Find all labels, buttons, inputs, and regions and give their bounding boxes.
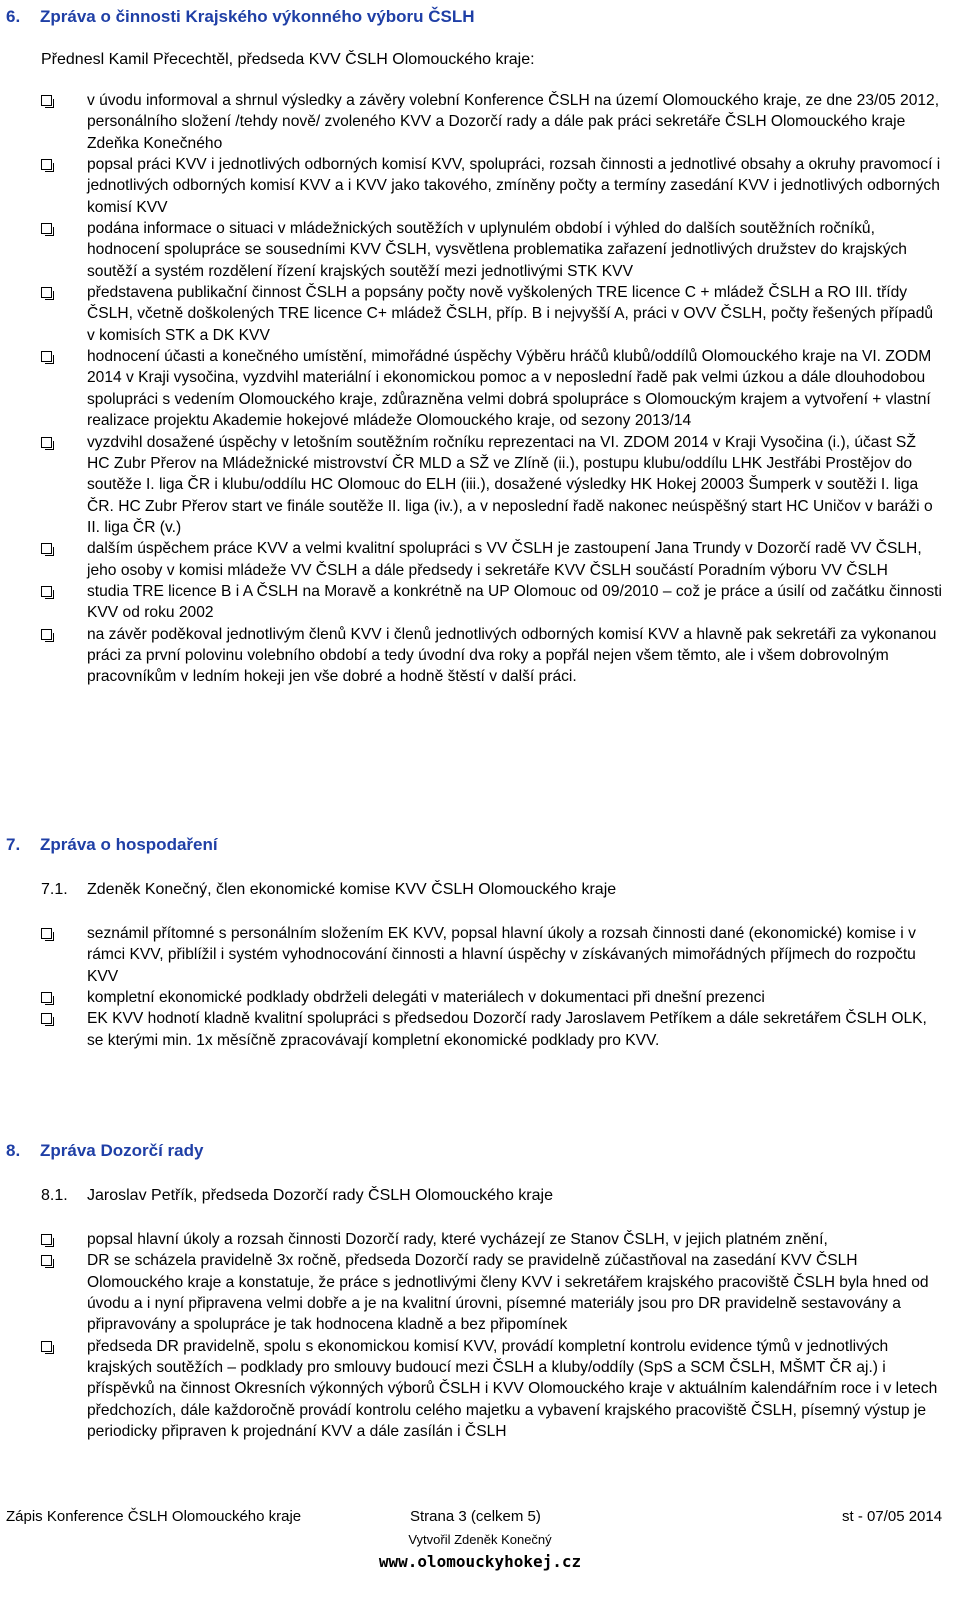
checkbox-bullet-icon <box>41 928 52 939</box>
list-item: představena publikační činnost ČSLH a popsány počty nově vyškolených TRE licence C + mládež ČSLH a RO III. třídy ČSLH, včetně doškolených TRE licence C+ mládež ČSLH, příp. B i nejvyšší A, práci v OVV ČSLH, počty řešených případů v komisích STK a DK KVV <box>0 282 942 346</box>
list-item: předseda DR pravidelně, spolu s ekonomickou komisí KVV, provádí kompletní kontrolu evidence týmů v jednotlivých krajských soutěžích – podklady pro smlouvy budoucí mezi ČSLH a kluby/oddíly (SpS a SCM ČSLH, MŠMT ČR aj.) i příspěvků na činnost Okresních výkonných výborů ČSLH i KVV Olomouckého kraje v aktuálním kalendářním roce i v letech předchozích, dále každoročně provádí kontrolu celého majetku a vybavení krajského pracoviště ČSLH, písemný výstup je periodicky připraven k projednání KVV a dále zasílán i ČSLH <box>0 1336 942 1443</box>
list-item: dalším úspěchem práce KVV a velmi kvalitní spolupráci s VV ČSLH je zastoupení Jana Trundy v Dozorčí radě VV ČSLH, jeho osoby v komisi mládeže VV ČSLH a dále předsedy i sekretáře KVV ČSLH součástí Poradním výboru VV ČSLH <box>0 538 942 581</box>
checkbox-bullet-icon <box>41 1013 52 1024</box>
checkbox-bullet-icon <box>41 543 52 554</box>
section-8-title: Zpráva Dozorčí rady <box>40 1141 204 1160</box>
footer-website-link[interactable]: www.olomouckyhokej.cz <box>378 1552 582 1571</box>
checkbox-bullet-icon <box>41 95 52 106</box>
section-6-title: Zpráva o činnosti Krajského výkonného výboru ČSLH <box>40 7 475 26</box>
checkbox-bullet-icon <box>41 159 52 170</box>
footer-page-number: Strana 3 (celkem 5) <box>410 1508 541 1525</box>
section-6-intro: Přednesl Kamil Přecechtěl, předseda KVV ČSLH Olomouckého kraje: <box>41 51 535 68</box>
section-7-number: 7. <box>6 835 21 854</box>
list-item: vyzdvihl dosažené úspěchy v letošním soutěžním ročníku reprezentaci na VI. ZDOM 2014 v Kraji Vysočina (i.), účast SŽ HC Zubr Přerov na Mládežnické mistrovství ČR MLD a SŽ ve Zlíně (ii.), postupu klubu/oddílu LHK Jestřábi Prostějov do soutěže I. liga ČR i klubu/oddílu HC Olomouc do ELH (iii.), dosažené výsledky HK Hokej 20003 Šumperk v soutěži I. liga ČR. HC Zubr Přerov start ve finále soutěže II. liga (iv.), a v neposlední řadě nakonec neúspěšný start HC Uničov v baráži o II. liga ČR (v.) <box>0 432 942 539</box>
list-item: seznámil přítomné s personálním složením EK KVV, popsal hlavní úkoly a rozsah činnosti dané (ekonomické) komise i v rámci KVV, přiblížil i systém vyhodnocování činnosti a hlavní úspěchy v získávaných mimořádných příjmech do rozpočtu KVV <box>0 923 942 987</box>
section-7-heading <box>6 834 218 856</box>
checkbox-bullet-icon <box>41 351 52 362</box>
section-6-number: 6. <box>6 7 21 26</box>
section-7-title: Zpráva o hospodaření <box>40 835 218 854</box>
section-8-subheading: 8.1. Jaroslav Petřík, předseda Dozorčí rady ČSLH Olomouckého kraje <box>41 1187 553 1204</box>
list-item: popsal práci KVV i jednotlivých odborných komisí KVV, spolupráci, rozsah činnosti a jednotlivé obsahy a okruhy pravomocí i jednotlivých odborných komisí KVV a i KVV jako takového, zmíněny počty a termíny zasedání KVV i jednotlivých odborných komisí KVV <box>0 154 942 218</box>
list-item: EK KVV hodnotí kladně kvalitní spolupráci s předsedou Dozorčí rady Jaroslavem Petříkem a dále sekretářem ČSLH OLK, se kterými min. 1x měsíčně zpracovávají kompletní ekonomické podklady pro KVV. <box>0 1008 942 1051</box>
footer-document-title: Zápis Konference ČSLH Olomouckého kraje <box>6 1508 302 1525</box>
checkbox-bullet-icon <box>41 992 52 1003</box>
list-item: DR se scházela pravidelně 3x ročně, předseda Dozorčí rady se pravidelně zúčastňoval na zasedání KVV ČSLH Olomouckého kraje a konstatuje, že práce s jednotlivými členy KVV i sekretářem krajského pracoviště ČSLH byla hned od úvodu a i nyní připravena velmi dobře a je na kvalitní úrovni, písemné materiály jsou pro DR pravidelně sestavovány a připravovány a spolupráce je tak hodnocena kladně a bez připomínek <box>0 1250 942 1335</box>
checkbox-bullet-icon <box>41 437 52 448</box>
section-8-list <box>0 1229 942 1442</box>
checkbox-bullet-icon <box>41 629 52 640</box>
section-7-subheading: 7.1. Zdeněk Konečný, člen ekonomické komise KVV ČSLH Olomouckého kraje <box>41 881 617 898</box>
list-item: kompletní ekonomické podklady obdrželi delegáti v materiálech v dokumentaci při dnešní prezenci <box>0 987 942 1008</box>
section-8-number: 8. <box>6 1141 21 1160</box>
section-7-list <box>0 923 942 1051</box>
list-item: v úvodu informoval a shrnul výsledky a závěry volební Konference ČSLH na území Olomouckého kraje, ze dne 23/05 2012, personálního složení /tehdy nově/ zvoleného KVV a Dozorčí rady a dále pak práci sekretáře ČSLH Olomouckého kraje Zdeňka Konečného <box>0 90 942 154</box>
list-item: popsal hlavní úkoly a rozsah činnosti Dozorčí rady, které vycházejí ze Stanov ČSLH, v jejich platném znění, <box>0 1229 942 1250</box>
checkbox-bullet-icon <box>41 287 52 298</box>
checkbox-bullet-icon <box>41 223 52 234</box>
list-item: na závěr poděkoval jednotlivým členů KVV i členů jednotlivých odborných komisí KVV a hlavně pak sekretáři za vykonanou práci za první polovinu volebního období a tedy úvodní dva roky a popřál nejen všem těmto, ale i všem dobrovolným pracovníkům v ledním hokeji jen vše dobré a hodně štěstí v další práci. <box>0 624 942 688</box>
footer-author: Vytvořil Zdeněk Konečný <box>408 1532 552 1547</box>
checkbox-bullet-icon <box>41 1255 52 1266</box>
footer-date: st - 07/05 2014 <box>842 1508 943 1525</box>
section-8-heading <box>6 1140 203 1162</box>
list-item: studia TRE licence B i A ČSLH na Moravě a konkrétně na UP Olomouc od 09/2010 – což je práce a úsilí od začátku činnosti KVV od roku 2002 <box>0 581 942 624</box>
checkbox-bullet-icon <box>41 1234 52 1245</box>
checkbox-bullet-icon <box>41 1341 52 1352</box>
checkbox-bullet-icon <box>41 586 52 597</box>
list-item: podána informace o situaci v mládežnických soutěžích v uplynulém období i výhled do dalších soutěžních ročníků, hodnocení spolupráce se sousedními KVV ČSLH, vysvětlena problematika zařazení jednotlivých družstev do krajských soutěží a systém rozdělení řízení krajských soutěží mezi jednotlivými STK KVV <box>0 218 942 282</box>
section-6-list <box>0 90 942 688</box>
list-item: hodnocení účasti a konečného umístění, mimořádné úspěchy Výběru hráčů klubů/oddílů Olomouckého kraje na VI. ZODM 2014 v Kraji vysočina, vyzdvihl materiální i ekonomickou pomoc a v neposlední řadě pak velmi úzkou a dále dlouhodobou spolupráci s vedením Olomouckého kraje, zdůrazněna velmi dobrá spolupráce s Olomouckým krajem a vytvoření + vlastní realizace projektu Akademie hokejové mládeže Olomouckého kraje, od sezony 2013/14 <box>0 346 942 431</box>
section-6-heading <box>6 6 475 28</box>
